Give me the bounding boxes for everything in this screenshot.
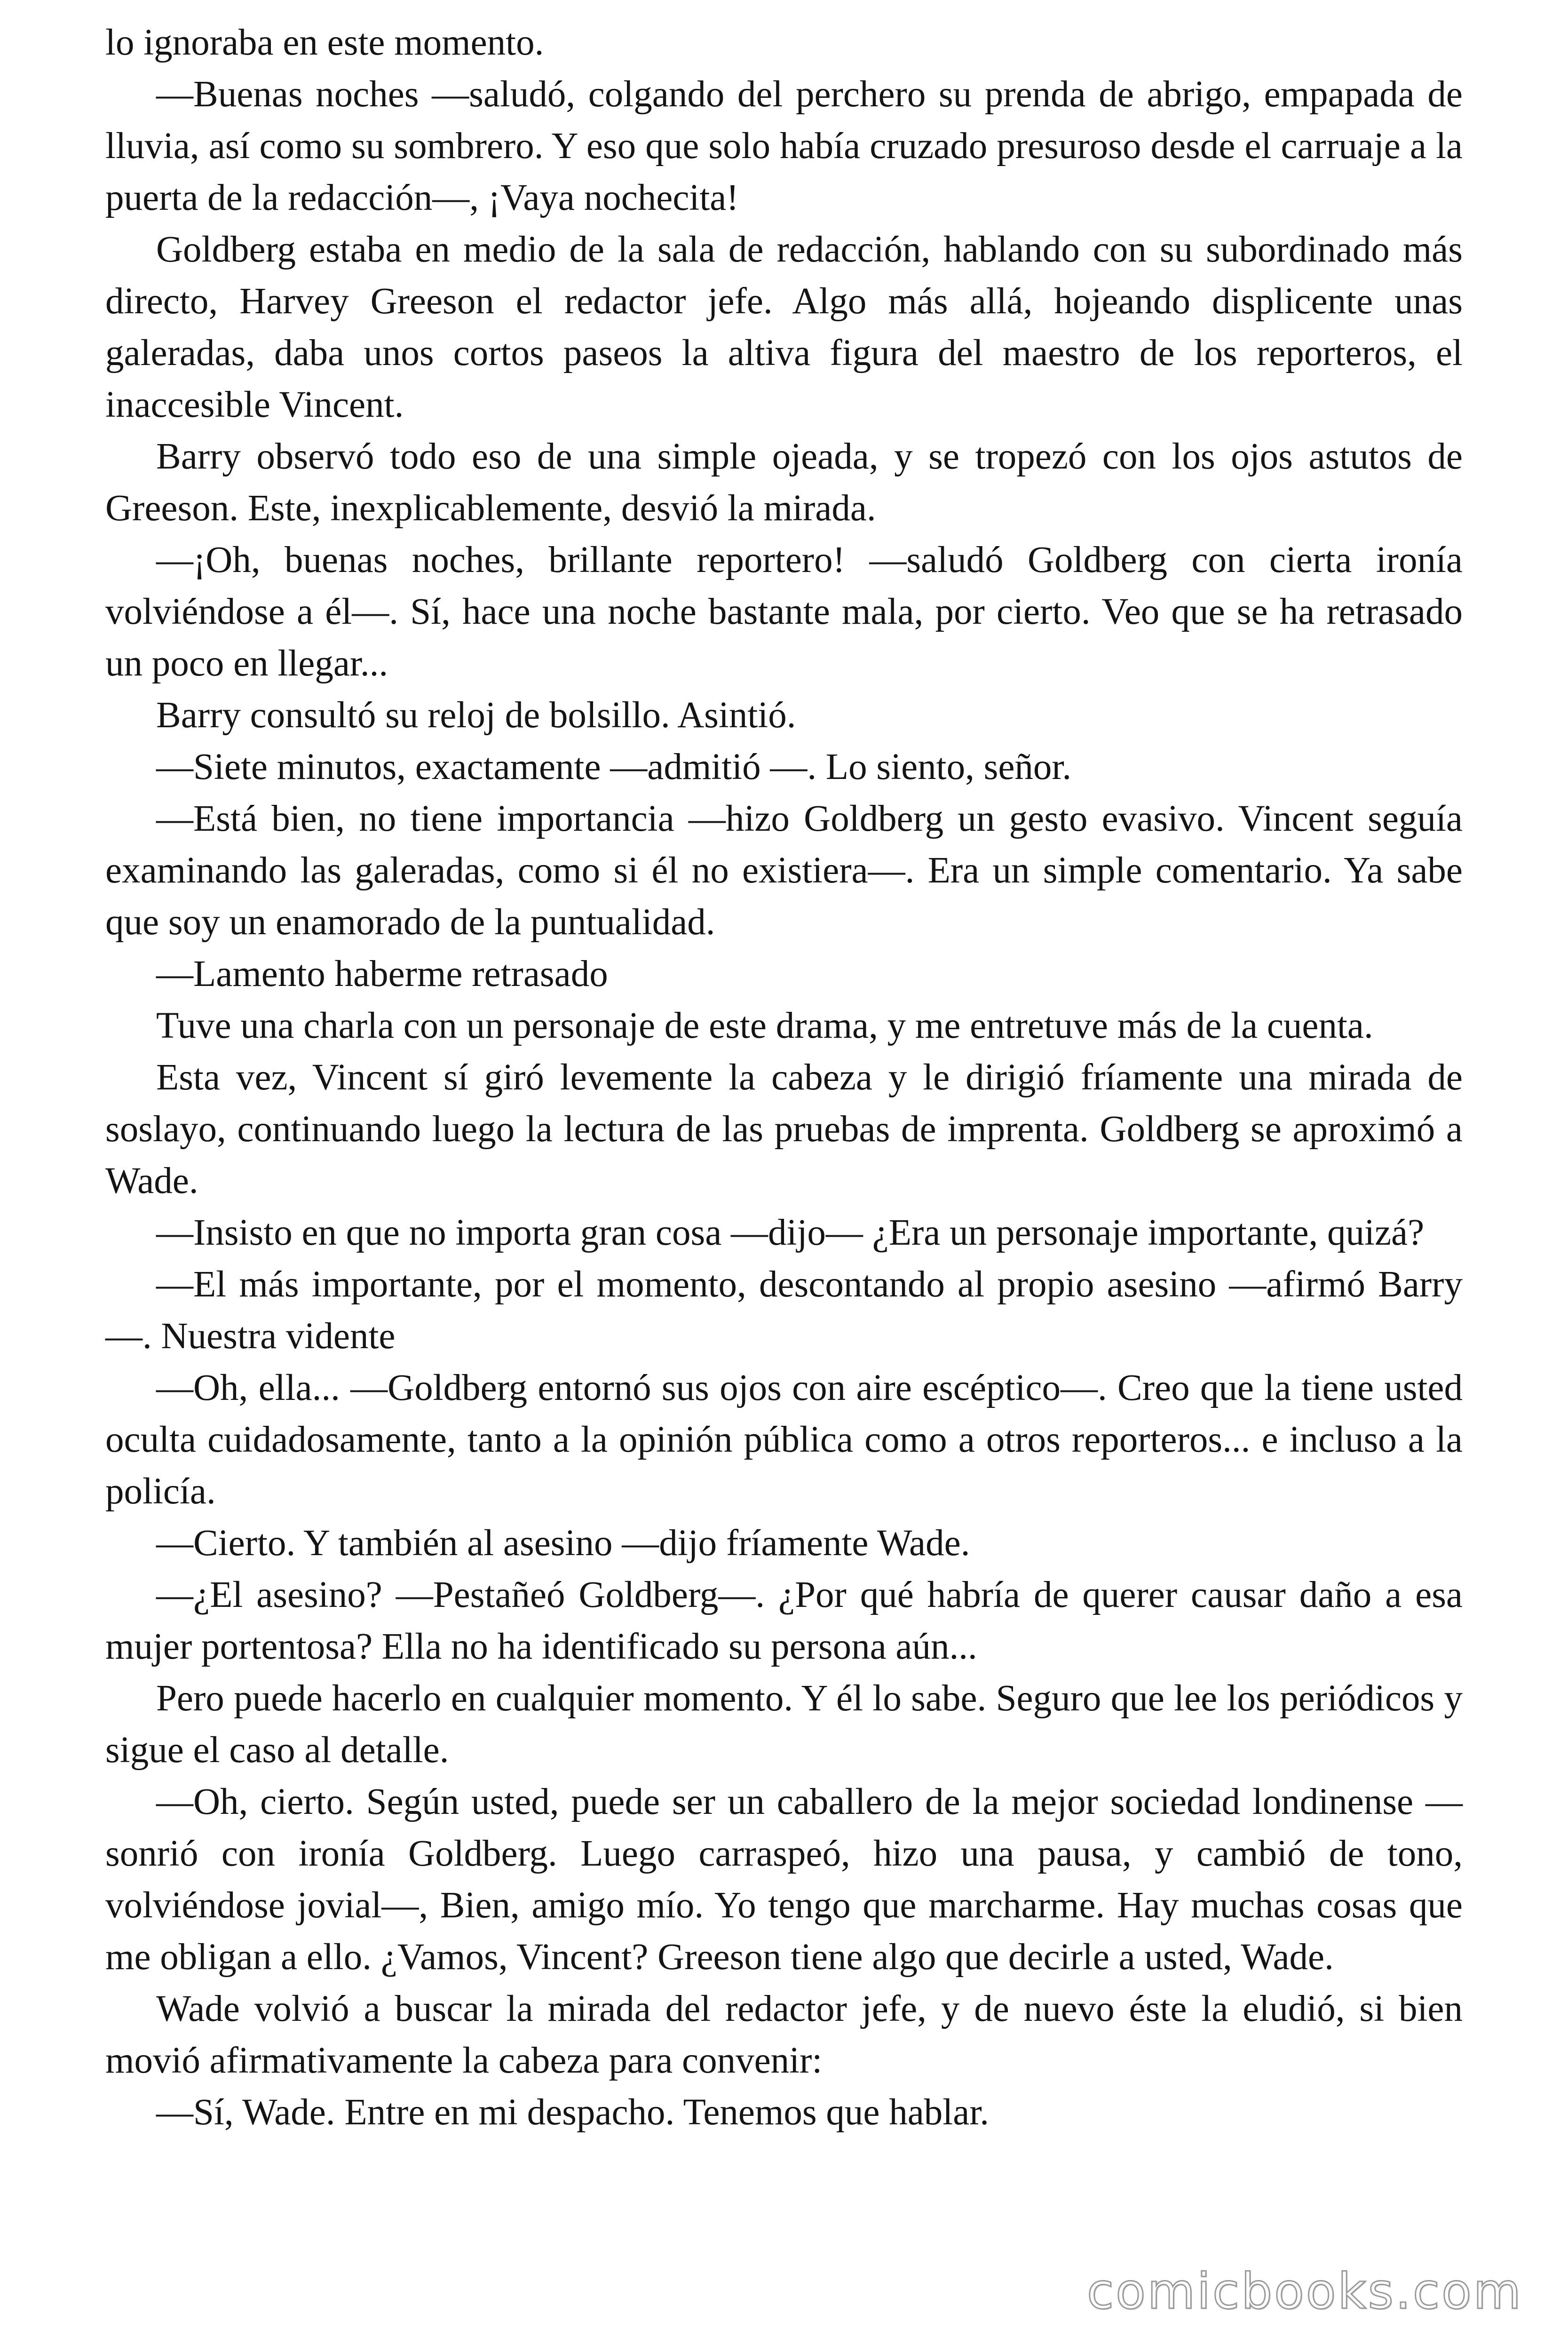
paragraph-8: —Está bien, no tiene importancia —hizo Goldberg un gesto evasivo. Vincent seguía examinando las galeradas, como si él no existiera—. Era un simple comentario. Ya sabe que soy un enamorado de la puntualidad. bbox=[105, 798, 1463, 943]
watermark: comicbooks.com bbox=[1086, 2263, 1523, 2320]
paragraph-7: —Siete minutos, exactamente —admitió —. Lo siento, señor. bbox=[156, 747, 1072, 787]
paragraph-5: —¡Oh, buenas noches, brillante reportero! —saludó Goldberg con cierta ironía volviéndose a él—. Sí, hace una noche bastante mala, por cierto. Veo que se ha retrasado un poco en llegar... bbox=[105, 540, 1463, 684]
paragraph-9: —Lamento haberme retrasado bbox=[156, 954, 608, 994]
paragraph-2: —Buenas noches —saludó, colgando del perchero su prenda de abrigo, empapada de lluvia, así como su sombrero. Y eso que solo había cruzado presuroso desde el carruaje a la puerta de la redacción—, ¡Vaya nochecita! bbox=[105, 74, 1463, 218]
paragraph-1: lo ignoraba en este momento. bbox=[105, 22, 544, 63]
paragraph-3: Goldberg estaba en medio de la sala de redacción, hablando con su subordinado más directo, Harvey Greeson el redactor jefe. Algo más allá, hojeando displicente unas galeradas, daba unos cortos paseos la altiva figura del maestro de los reporteros, el inaccesible Vincent. bbox=[105, 229, 1463, 425]
book-page bbox=[105, 17, 1463, 2138]
paragraph-19: Wade volvió a buscar la mirada del redactor jefe, y de nuevo éste la eludió, si bien movió afirmativamente la cabeza para convenir: bbox=[105, 1988, 1463, 2081]
paragraph-11: Esta vez, Vincent sí giró levemente la cabeza y le dirigió fríamente una mirada de soslayo, continuando luego la lectura de las pruebas de imprenta. Goldberg se aproximó a Wade. bbox=[105, 1057, 1463, 1201]
paragraph-12: —Insisto en que no importa gran cosa —dijo— ¿Era un personaje importante, quizá? bbox=[156, 1212, 1425, 1253]
paragraph-17: Pero puede hacerlo en cualquier momento. Y él lo sabe. Seguro que lee los periódicos y sigue el caso al detalle. bbox=[105, 1678, 1463, 1771]
paragraph-15: —Cierto. Y también al asesino —dijo fríamente Wade. bbox=[156, 1523, 970, 1564]
paragraph-14: —Oh, ella... —Goldberg entornó sus ojos con aire escéptico—. Creo que la tiene usted oculta cuidadosamente, tanto a la opinión pública como a otros reporteros... e incluso a la policía. bbox=[105, 1367, 1463, 1512]
paragraph-6: Barry consultó su reloj de bolsillo. Asintió. bbox=[156, 695, 796, 736]
paragraph-16: —¿El asesino? —Pestañeó Goldberg—. ¿Por qué habría de querer causar daño a esa mujer portentosa? Ella no ha identificado su persona aún... bbox=[105, 1574, 1463, 1667]
paragraph-13: —El más importante, por el momento, descontando al propio asesino —afirmó Barry—. Nuestra vidente bbox=[105, 1264, 1463, 1357]
paragraph-20: —Sí, Wade. Entre en mi despacho. Tenemos que hablar. bbox=[156, 2092, 990, 2133]
paragraph-4: Barry observó todo eso de una simple ojeada, y se tropezó con los ojos astutos de Greeson. Este, inexplicablemente, desvió la mirada. bbox=[105, 436, 1463, 529]
paragraph-10: Tuve una charla con un personaje de este drama, y me entretuve más de la cuenta. bbox=[156, 1005, 1373, 1046]
paragraph-18: —Oh, cierto. Según usted, puede ser un caballero de la mejor sociedad londinense —sonrió con ironía Goldberg. Luego carraspeó, hizo una pausa, y cambió de tono, volviéndose jovial—, Bien, amigo mío. Yo tengo que marcharme. Hay muchas cosas que me obligan a ello. ¿Vamos, Vincent? Greeson tiene algo que decirle a usted, Wade. bbox=[105, 1781, 1463, 1978]
